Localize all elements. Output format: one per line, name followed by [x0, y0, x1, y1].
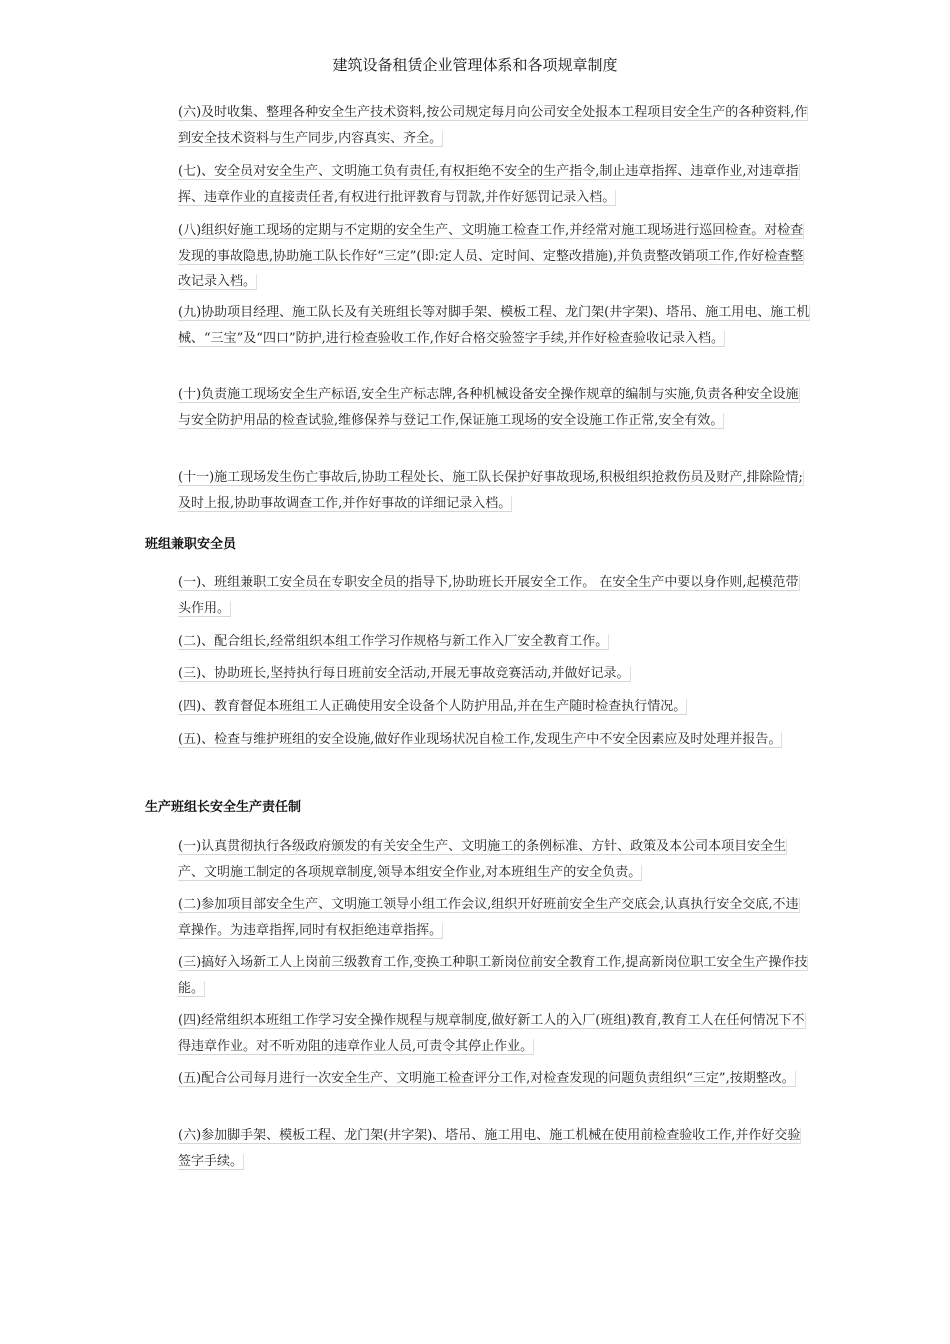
paragraph-item: (九)协助项目经理、施工队长及有关班组长等对脚手架、模板工程、龙门架(井字架)、塔吊、施工用电、施工机械、“三宝”及“四口”防护,进行检查验收工作,作好合格交验签字手续,并作好检查验收记录入档。	[178, 305, 810, 346]
paragraph-item: (五)、检查与维护班组的安全设施,做好作业现场状况自检工作,发现生产中不安全因素应及时处理并报告。	[178, 732, 782, 747]
paragraph-item: (六)参加脚手架、模板工程、龙门架(井字架)、塔吊、施工用电、施工机械在使用前检查验收工作,并作好交验签字手续。	[178, 1128, 801, 1169]
section-heading: 班组兼职安全员	[145, 537, 237, 552]
paragraph-item: (三)搞好入场新工人上岗前三级教育工作,变换工种职工新岗位前安全教育工作,提高新岗位职工安全生产操作技能。	[178, 955, 808, 996]
paragraph-item: (四)、教育督促本班组工人正确使用安全设备个人防护用品,并在生产随时检查执行情况。	[178, 699, 687, 714]
paragraph-item: (十一)施工现场发生伤亡事故后,协助工程处长、施工队长保护好事故现场,积极组织抢救伤员及财产,排除险情;及时上报,协助事故调查工作,并作好事故的详细记录入档。	[178, 470, 803, 511]
paragraph-item: (四)经常组织本班组工作学习安全操作规程与规章制度,做好新工人的入厂(班组)教育,教育工人在任何情况下不得违章作业。对不听劝阻的违章作业人员,可责令其停止作业。	[178, 1013, 805, 1054]
paragraph-item: (一)认真贯彻执行各级政府颁发的有关安全生产、文明施工的条例标准、方针、政策及本公司本项目安全生产、文明施工制定的各项规章制度,领导本组安全作业,对本班组生产的安全负责。	[178, 839, 787, 880]
document-title: 建筑设备租赁企业管理体系和各项规章制度	[332, 56, 618, 74]
paragraph-item: (八)组织好施工现场的定期与不定期的安全生产、文明施工检查工作,并经常对施工现场进行巡回检查。对检查发现的事故隐患,协助施工队长作好“三定”(即:定人员、定时间、定整改措施),并负责整改销项工作,作好检查整改记录入档。	[178, 223, 804, 289]
paragraph-item: (七)、安全员对安全生产、文明施工负有责任,有权拒绝不安全的生产指令,制止违章指挥、违章作业,对违章指挥、违章作业的直接责任者,有权进行批评教育与罚款,并作好惩罚记录入档。	[178, 164, 799, 205]
paragraph-item: (三)、协助班长,坚持执行每日班前安全活动,开展无事故竞赛活动,并做好记录。	[178, 666, 630, 681]
paragraph-item: (二)、配合组长,经常组织本组工作学习作规格与新工作入厂安全教育工作。	[178, 634, 609, 649]
section-heading: 生产班组长安全生产责任制	[145, 800, 302, 815]
paragraph-item: (一)、班组兼职工安全员在专职安全员的指导下,协助班长开展安全工作。 在安全生产中要以身作则,起模范带头作用。	[178, 575, 799, 616]
paragraph-item: (十)负责施工现场安全生产标语,安全生产标志牌,各种机械设备安全操作规章的编制与实施,负责各种安全设施与安全防护用品的检查试验,维修保养与登记工作,保证施工现场的安全设施工作正常,安全有效。	[178, 387, 799, 428]
paragraph-item: (六)及时收集、整理各种安全生产技术资料,按公司规定每月向公司安全处报本工程项目安全生产的各种资料,作到安全技术资料与生产同步,内容真实、齐全。	[178, 105, 808, 146]
paragraph-item: (五)配合公司每月进行一次安全生产、文明施工检查评分工作,对检查发现的问题负责组织“三定”,按期整改。	[178, 1071, 795, 1086]
paragraph-item: (二)参加项目部安全生产、文明施工领导小组工作会议,组织开好班前安全生产交底会,认真执行安全交底,不违章操作。为违章指挥,同时有权拒绝违章指挥。	[178, 897, 799, 938]
